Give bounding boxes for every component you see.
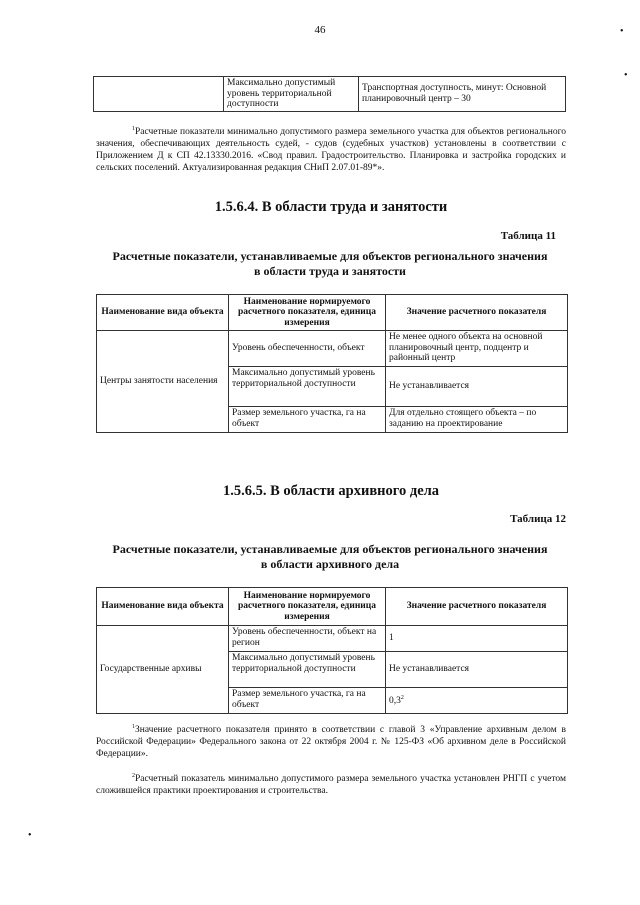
indicator-cell: Уровень обеспеченности, объект: [229, 331, 386, 367]
table-cell-value: Транспортная доступность, минут: Основной планировочный центр – 30: [359, 77, 566, 112]
indicator-cell: Размер земельного участка, га на объект: [229, 688, 386, 714]
table-11: [96, 294, 568, 433]
footnote-marker: 2: [132, 773, 135, 779]
column-header: Значение расчетного показателя: [386, 295, 568, 331]
value-text: 0,3: [389, 695, 401, 706]
value-cell: Не менее одного объекта на основной планировочный центр, подцентр и районный центр: [386, 331, 568, 367]
section-heading: 1.5.6.5. В области архивного дела: [222, 483, 440, 499]
table-cell-empty: [94, 77, 224, 112]
indicator-cell: Уровень обеспеченности, объект на регион: [229, 626, 386, 652]
footnote-top: [96, 126, 566, 175]
footnote-bottom: [96, 773, 566, 798]
value-cell: Для отдельно стоящего объекта – по заданию на проектирование: [386, 407, 568, 433]
table-title-line: Расчетные показатели, устанавливаемые для объектов регионального значения: [112, 542, 548, 556]
column-header: Наименование нормируемого расчетного показателя, единица измерения: [229, 295, 386, 331]
table-label: Таблица 11: [500, 230, 556, 242]
object-cell: Центры занятости населения: [97, 331, 229, 433]
margin-mark: •: [620, 26, 624, 37]
table-title: [90, 542, 570, 572]
page-number: 46: [314, 24, 326, 36]
indicator-cell: Максимально допустимый уровень территориальной доступности: [229, 652, 386, 688]
footnote-text: Расчетный показатель минимально допустимого размера земельного участка установлен РНГП с учетом сложившейся практики проектирования и строительства.: [96, 774, 566, 797]
value-cell: [386, 688, 568, 714]
footnote-marker: 1: [132, 126, 135, 132]
column-header: Наименование нормируемого расчетного показателя, единица измерения: [229, 588, 386, 626]
top-table-fragment: [93, 76, 566, 112]
table-title-line: Расчетные показатели, устанавливаемые для объектов регионального значения: [112, 249, 548, 263]
footnote-text: Значение расчетного показателя принято в соответствии с главой 3 «Управление архивным делом в Российской Федерации» Федерального закона от 22 октября 2004 г. № 125-ФЗ «Об архивном деле в Российской Федерации».: [96, 725, 566, 759]
table-title-line: в области труда и занятости: [254, 264, 406, 278]
value-cell: 1: [386, 626, 568, 652]
footnote-bottom: [96, 724, 566, 761]
indicator-cell: Размер земельного участка, га на объект: [229, 407, 386, 433]
indicator-cell: Максимально допустимый уровень территориальной доступности: [229, 367, 386, 407]
margin-mark: •: [28, 830, 32, 841]
footnote-marker: 2: [400, 694, 404, 701]
object-cell: Государственные архивы: [97, 626, 229, 714]
table-12: [96, 587, 568, 714]
section-heading: 1.5.6.4. В области труда и занятости: [214, 199, 448, 215]
value-cell: Не устанавливается: [386, 367, 568, 407]
column-header: Наименование вида объекта: [97, 295, 229, 331]
table-title-line: в области архивного дела: [260, 557, 400, 571]
column-header: Наименование вида объекта: [97, 588, 229, 626]
footnote-marker: 1: [132, 724, 135, 730]
margin-mark: •: [624, 70, 628, 81]
footnote-text: Расчетные показатели минимально допустимого размера земельного участка для объектов регионального значения, обеспечивающих деятельность судей, - судов (судебных участков) установлены в соответствии с Приложением Д к СП 42.13330.2016. «Свод правил. Градостроительство. Планировка и застройка городских и сельских поселений. Актуализированная редакция СНиП 2.07.01-89*».: [96, 127, 566, 173]
table-title: [90, 249, 570, 279]
table-cell-indicator: Максимально допустимый уровень территориальной доступности: [224, 77, 359, 112]
column-header: Значение расчетного показателя: [386, 588, 568, 626]
table-label: Таблица 12: [510, 513, 566, 525]
value-cell: Не устанавливается: [386, 652, 568, 688]
